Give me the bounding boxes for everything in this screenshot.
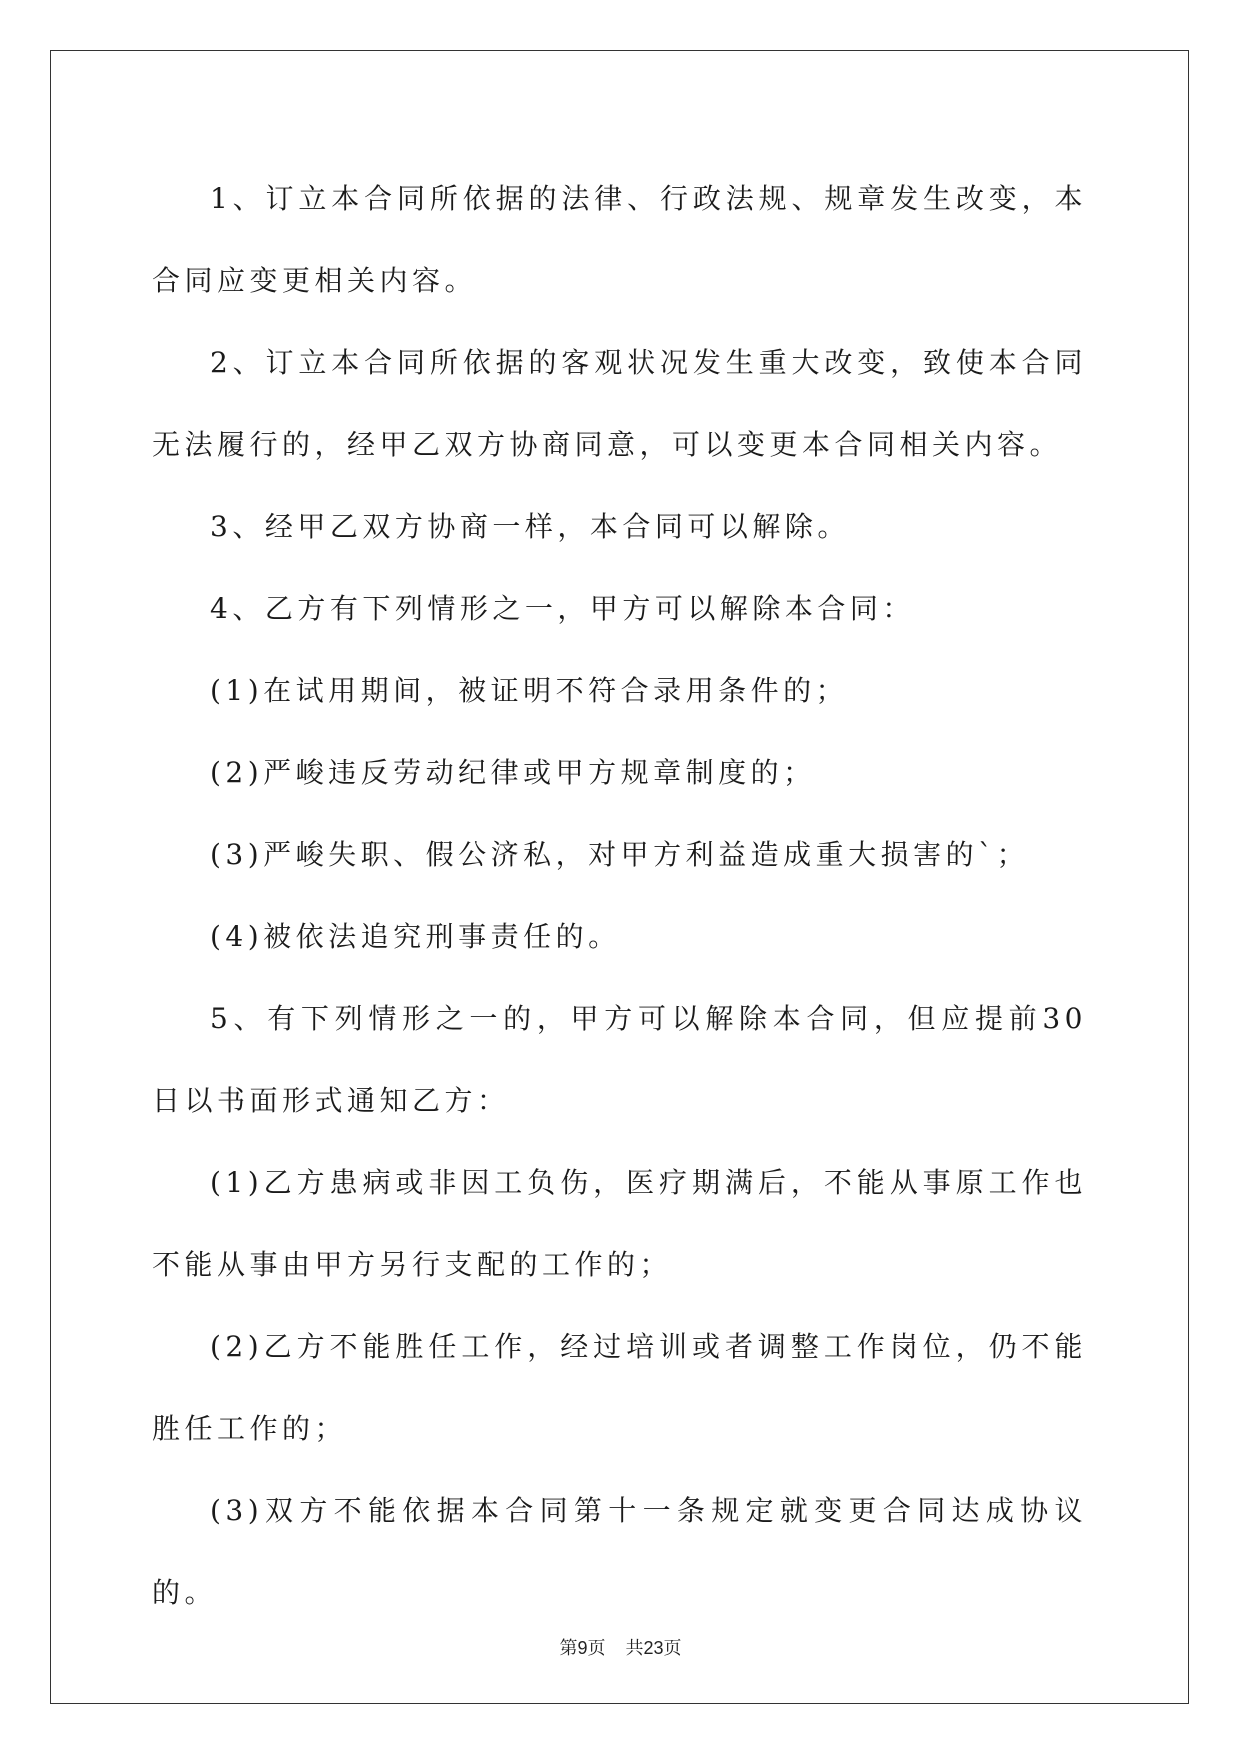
page-label-prefix: 第: [559, 1638, 578, 1658]
paragraph-clause-4-item-2: (2)严峻违反劳动纪律或甲方规章制度的；: [210, 756, 816, 789]
total-label-suffix: 页: [663, 1638, 682, 1658]
paragraph-clause-5-item-3: (3)双方不能依据本合同第十一条规定就变更合同达成协议的。: [152, 1494, 1087, 1609]
paragraph-clause-4-item-4: (4)被依法追究刑事责任的。: [210, 920, 621, 953]
paragraph-clause-4-item-3: (3)严峻失职、假公济私，对甲方利益造成重大损害的`；: [210, 838, 1030, 871]
paragraph-clause-5-item-2: (2)乙方不能胜任工作，经过培训或者调整工作岗位，仍不能胜任工作的；: [152, 1330, 1087, 1445]
page-footer: [0, 1634, 1241, 1660]
page-label-suffix: 页: [587, 1638, 606, 1658]
total-label-prefix: 共: [625, 1638, 644, 1658]
paragraph-clause-3: 3、经甲乙双方协商一样，本合同可以解除。: [210, 510, 850, 543]
current-page-number: 9: [577, 1638, 588, 1658]
paragraph-clause-5-item-1: (1)乙方患病或非因工负伤，医疗期满后，不能从事原工作也不能从事由甲方另行支配的工作的；: [152, 1166, 1087, 1281]
paragraph-clause-5: 5、有下列情形之一的，甲方可以解除本合同，但应提前30日以书面形式通知乙方：: [152, 1002, 1087, 1117]
total-page-count: 23: [643, 1638, 664, 1658]
paragraph-clause-2: 2、订立本合同所依据的客观状况发生重大改变，致使本合同无法履行的，经甲乙双方协商同意，可以变更本合同相关内容。: [152, 346, 1087, 461]
paragraph-clause-4: 4、乙方有下列情形之一，甲方可以解除本合同：: [210, 592, 915, 625]
document-body: [152, 158, 1087, 1634]
paragraph-clause-1: 1、订立本合同所依据的法律、行政法规、规章发生改变，本合同应变更相关内容。: [152, 182, 1087, 297]
paragraph-clause-4-item-1: (1)在试用期间，被证明不符合录用条件的；: [210, 674, 849, 707]
